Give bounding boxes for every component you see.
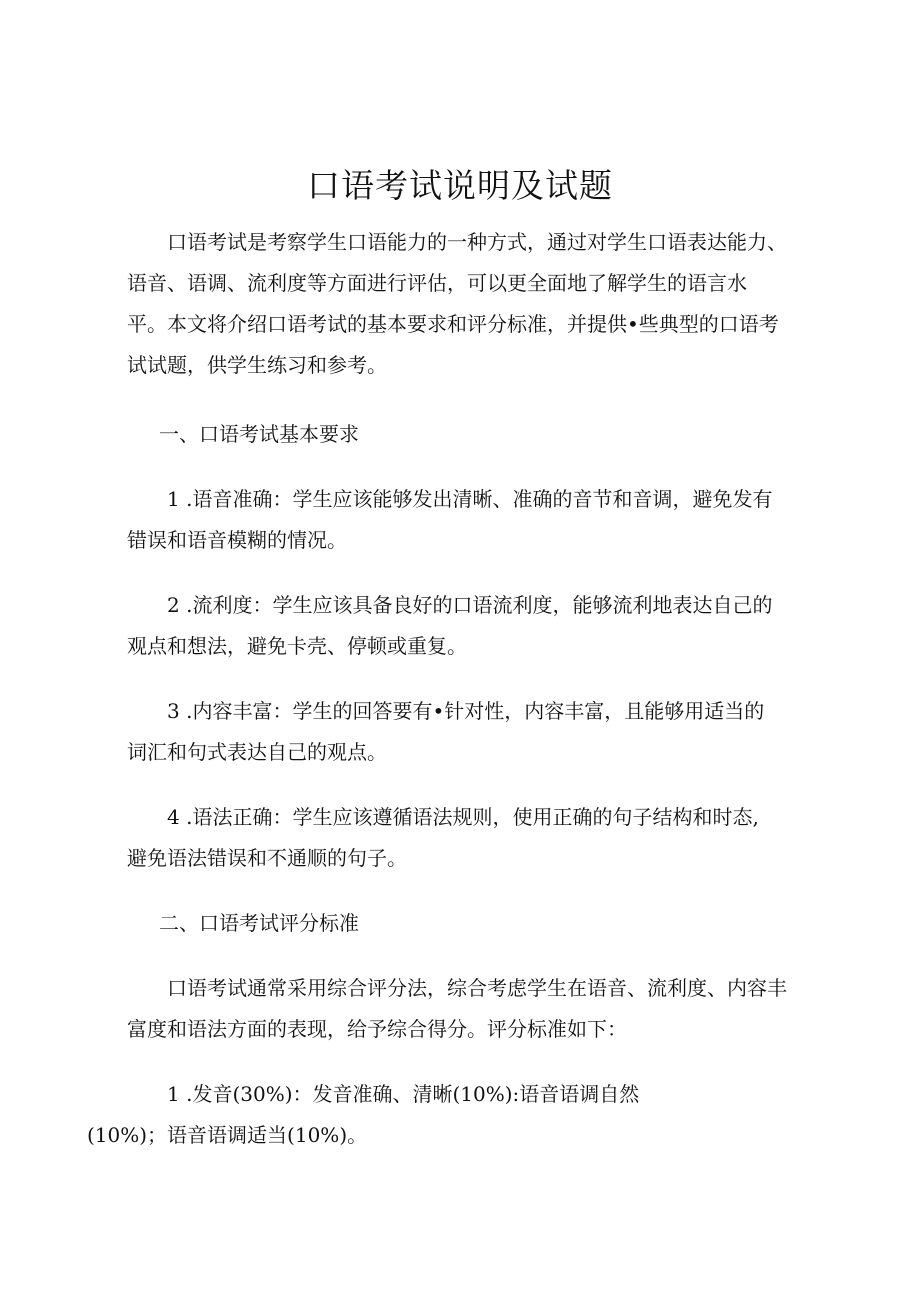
- scoring-paragraph: [127, 968, 797, 1050]
- requirement-line: 1 .语音准确：学生应该能够发出清晰、准确的音节和音调，避免发有: [167, 487, 773, 511]
- section1-heading: [127, 414, 797, 455]
- intro-line: 平。本文将介绍口语考试的基本要求和评分标准，并提供•些典型的口语考: [127, 312, 779, 336]
- intro-paragraph: [127, 222, 797, 386]
- scoring-item-1: [87, 1074, 797, 1156]
- document-body: [87, 222, 797, 1180]
- requirement-line: 2 .流利度：学生应该具备良好的口语流利度，能够流利地表达自己的: [167, 593, 773, 617]
- section1-heading-text: 一、口语考试基本要求: [159, 422, 359, 446]
- intro-line: 试试题，供学生练习和参考。: [127, 353, 387, 377]
- requirement-line: 错误和语音模糊的情况。: [127, 528, 347, 552]
- requirement-item-1: [127, 479, 797, 561]
- scoring-item-line: (10%)；语音语调适当(10%)。: [87, 1123, 368, 1147]
- intro-line: 口语考试是考察学生口语能力的一种方式，通过对学生口语表达能力、: [167, 230, 787, 254]
- scoring-line: 富度和语法方面的表现，给予综合得分。评分标准如下：: [127, 1017, 627, 1041]
- requirement-item-4: [127, 797, 797, 879]
- scoring-item-line: 1 .发音(30%)：发音准确、清晰(10%):语音语调自然: [167, 1082, 640, 1106]
- requirement-line: 4 .语法正确：学生应该遵循语法规则，使用正确的句子结构和时态,: [167, 805, 759, 829]
- requirement-line: 观点和想法，避免卡壳、停顿或重复。: [127, 634, 467, 658]
- requirement-line: 3 .内容丰富：学生的回答要有•针对性，内容丰富，且能够用适当的: [167, 699, 765, 723]
- requirement-item-3: [127, 691, 797, 773]
- requirement-line: 避免语法错误和不通顺的句子。: [127, 846, 407, 870]
- intro-line: 语音、语调、流利度等方面进行评估，可以更全面地了解学生的语言水: [127, 271, 747, 295]
- section2-heading: [127, 903, 797, 944]
- scoring-line: 口语考试通常采用综合评分法，综合考虑学生在语音、流利度、内容丰: [167, 976, 787, 1000]
- section2-heading-text: 二、口语考试评分标准: [159, 911, 359, 935]
- requirement-line: 词汇和句式表达自己的观点。: [127, 740, 387, 764]
- requirement-item-2: [127, 585, 797, 667]
- document-title: 口语考试说明及试题: [307, 166, 613, 205]
